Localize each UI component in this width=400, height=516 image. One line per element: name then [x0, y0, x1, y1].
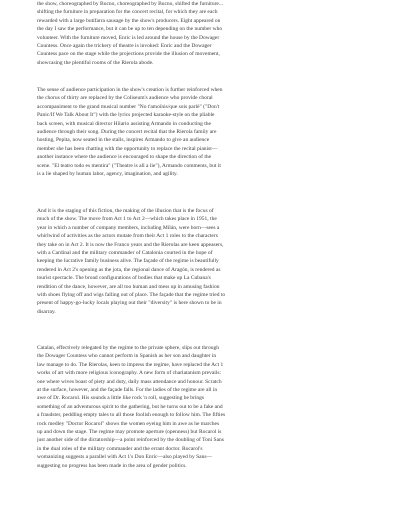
paragraph-line: The sense of audience participation in the show's creation is further reinforced when — [37, 87, 223, 93]
paragraph-3 — [37, 207, 360, 316]
paragraph-line: Panic/If We Talk About It") with the lyrics projected karaoke-style on the pliable — [37, 112, 215, 119]
paragraph-line: the day I saw the performance, but it can be up to ten depending on the number who — [37, 26, 223, 33]
paragraph-line: present of happy-go-lucky locals playing out their "diversity" is here shown to be in — [37, 300, 222, 307]
paragraph-line: rendition of the dance, however, are all too human and mess up in amusing fashion — [37, 283, 220, 290]
paragraph-line: audience through their song. During the concert recital that the Rierola family are — [37, 129, 217, 136]
paragraph-line: works of art with more religious iconography. A new form of charlatanism prevails: — [37, 370, 222, 377]
paragraph-line: is a lie shaped by human labor, agency, imagination, and agility. — [37, 171, 178, 178]
paragraph-line: with a Cardinal and the military commander of Catalonia courted in the hope of — [37, 250, 213, 257]
paragraph-line: law manage to do. The Rierolas, keen to impress the regime, have replaced the Act 1 — [37, 361, 224, 368]
paragraph-line: accompaniment to the grand musical number "No t'amoïnis/que sois parlè" ("Don't — [37, 103, 220, 110]
paragraph-line: they take on in Act 2. It is now the Franco years and the Rierolas are keen appeasers, — [37, 241, 224, 248]
paragraph-line: disarray. — [37, 308, 56, 315]
paragraph-line: in the dual roles of the military commander and the errant doctor. Rocarol's — [37, 445, 203, 452]
paragraph-line: keeping the lucrative family business alive. The façade of the regime is beautifully — [37, 258, 219, 265]
paragraph-line: the Dowager Countess who cannot perform in Spanish as her son and daughter in — [37, 353, 217, 360]
paragraph-line: much of the show. The move from Act 1 to Act 2—which takes place in 1951, the — [37, 216, 217, 223]
paragraph-line: the show, choreographed by Bucno, choreographed by Bucno, shifted the furniture... — [37, 1, 223, 7]
paragraph-line: member she has been chatting with the opportunity to replace the recital pianist— — [37, 145, 218, 152]
paragraph-line: tourist spectacle. The broad configurations of bodies that make up La Cubana's — [37, 275, 211, 282]
paragraph-line: rewarded with a large butifarra sausage by the show's producers. Eight appeared on — [37, 17, 221, 24]
paragraph-4 — [37, 344, 360, 470]
paragraph-line: at the surface, however, and the façade falls. For the ladies of the regime are all in — [37, 387, 218, 394]
paragraph-2 — [37, 86, 360, 178]
paragraph-line: whirlwind of activities as the actors mutate from their Act 1 roles to the characters — [37, 233, 218, 240]
paragraph-1 — [37, 0, 360, 67]
paragraph-line: one where wives boast of piety and duty, daily mass attendance and honour. Scratch — [37, 378, 222, 385]
paragraph-line: womanizing suggests a parallel with Act 1's Don Enric—also played by Sans— — [37, 454, 212, 461]
paragraph-line: rock medley "Doctor Rocarol" shows the women eyeing him in awe as he marches — [37, 420, 220, 427]
paragraph-line: something of an adventurous spirit to the gathering, but he turns out to be a fake and — [37, 403, 223, 410]
paragraph-line: just another side of the dictatorship—a point reinforced by the doubling of Toni Sans — [37, 437, 224, 444]
paragraph-line: Catalan, effectively relegated by the regime to the private sphere, slips out through — [37, 345, 219, 351]
paragraph-line: a fraudster, peddling empty tales to all those foolish enough to follow him. The fifties — [37, 412, 226, 419]
paragraph-line: with shoes flying off and wigs falling out of place. The façade that the regime tried to — [37, 292, 226, 299]
paragraph-line: year in which a number of company members, including Milán, were born—sees a — [37, 224, 220, 231]
paragraph-line: back screen, with musical director Hilario assisting Armando in conducting the — [37, 120, 211, 127]
paragraph-line: suggesting no progress has been made in the area of gender politics. — [37, 462, 187, 469]
paragraph-line: Countess pace on the stage while the projections provide the illusion of movement, — [37, 51, 220, 58]
paragraph-line: hosting, Pepita, now seated in the stalls, inspires Armando to give an audience — [37, 137, 210, 144]
paragraph-line: shifting the furniture in preparation for the concert recital, for which they are each — [37, 9, 218, 16]
paragraph-line: volunteer. With the furniture moved, Enric is led around the house by the Dowager — [37, 34, 220, 41]
paragraph-line: And it is the staging of this fiction, the making of the illusion that is the focus of — [37, 208, 214, 214]
paragraph-line: up and down the stage. The regime may promote aperture (openness) but Rocarol is — [37, 429, 222, 436]
paragraph-line: Countess. Once again the trickery of theatre is invoked: Enric and the Dowager — [37, 43, 212, 50]
paragraph-line: awe of Dr. Rocarol. His sounds a little like rock 'n roll, suggesting he brings — [37, 395, 205, 402]
paragraph-line: showcasing the plentiful rooms of the Rierola abode. — [37, 59, 154, 66]
paragraph-line: rendered in Act 2's opening as the jota, the regional dance of Aragón, is rendered as — [37, 266, 221, 273]
paragraph-line: another instance where the audience is encouraged to shape the direction of the — [37, 154, 212, 161]
paragraph-line: scene. "El teatro todo es mentira" ("Theatre is all a lie"), Armando comments, but it — [37, 162, 221, 169]
paragraph-line: the chorus of thirty are replaced by the Coliseum's audience who provide choral — [37, 95, 213, 102]
